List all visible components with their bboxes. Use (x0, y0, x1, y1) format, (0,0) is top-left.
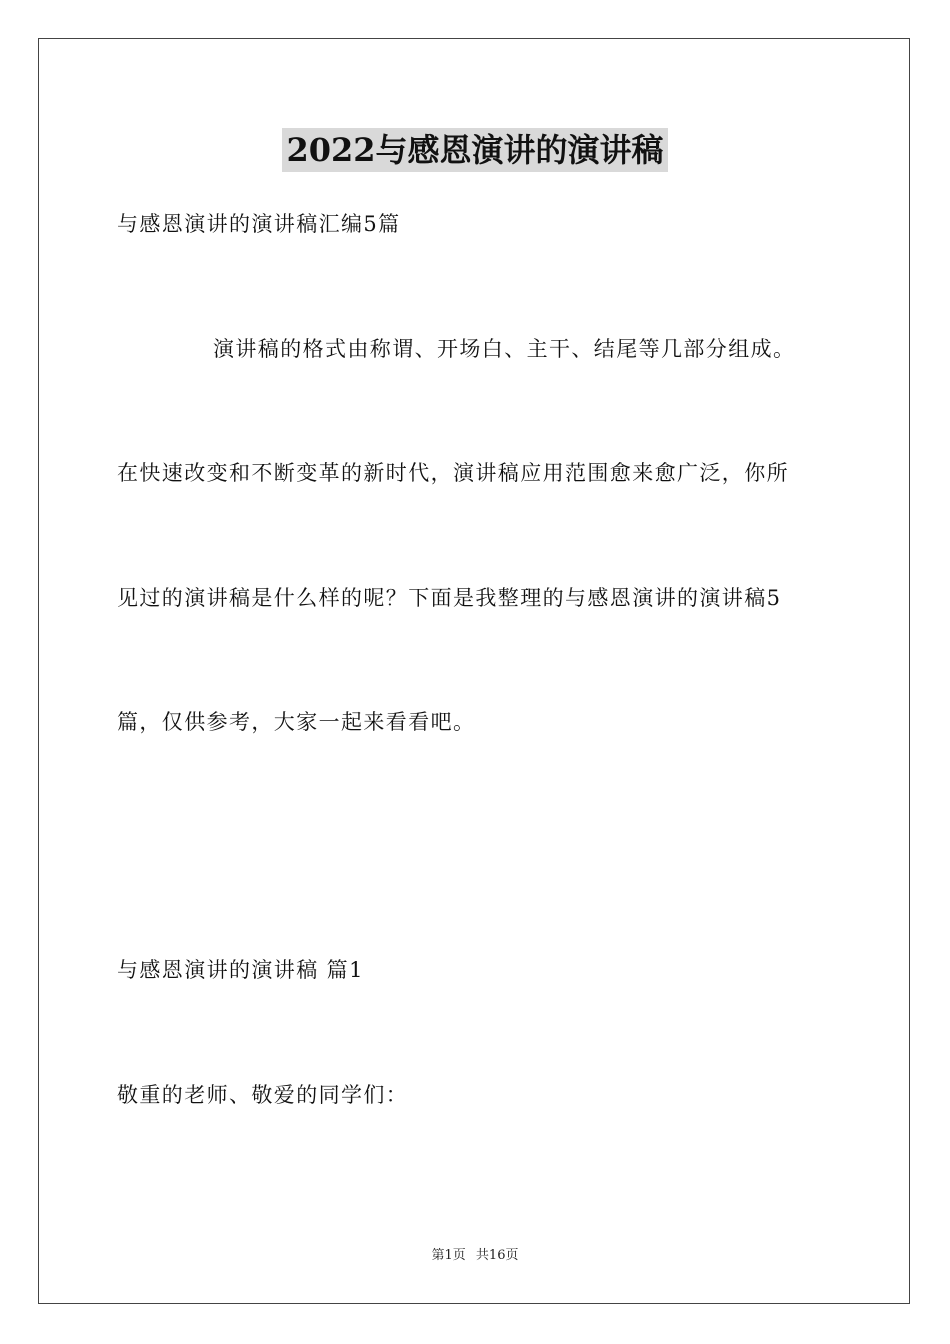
intro-line-4: 篇，仅供参考，大家一起来看看吧。 (117, 710, 476, 734)
document-title-text: 2022与感恩演讲的演讲稿 (282, 128, 667, 172)
section-heading: 与感恩演讲的演讲稿 篇1 (117, 958, 364, 982)
document-subtitle: 与感恩演讲的演讲稿汇编5篇 (117, 212, 401, 236)
document-title (0, 128, 950, 172)
intro-line-2: 在快速改变和不断变革的新时代，演讲稿应用范围愈来愈广泛，你所 (117, 461, 789, 485)
salutation: 敬重的老师、敬爱的同学们： (117, 1083, 409, 1107)
intro-line-1: 演讲稿的格式由称谓、开场白、主干、结尾等几部分组成。 (213, 337, 796, 361)
intro-line-3: 见过的演讲稿是什么样的呢？下面是我整理的与感恩演讲的演讲稿5 (117, 586, 782, 610)
page-indicator: 第1页 共16页 (431, 1248, 519, 1263)
